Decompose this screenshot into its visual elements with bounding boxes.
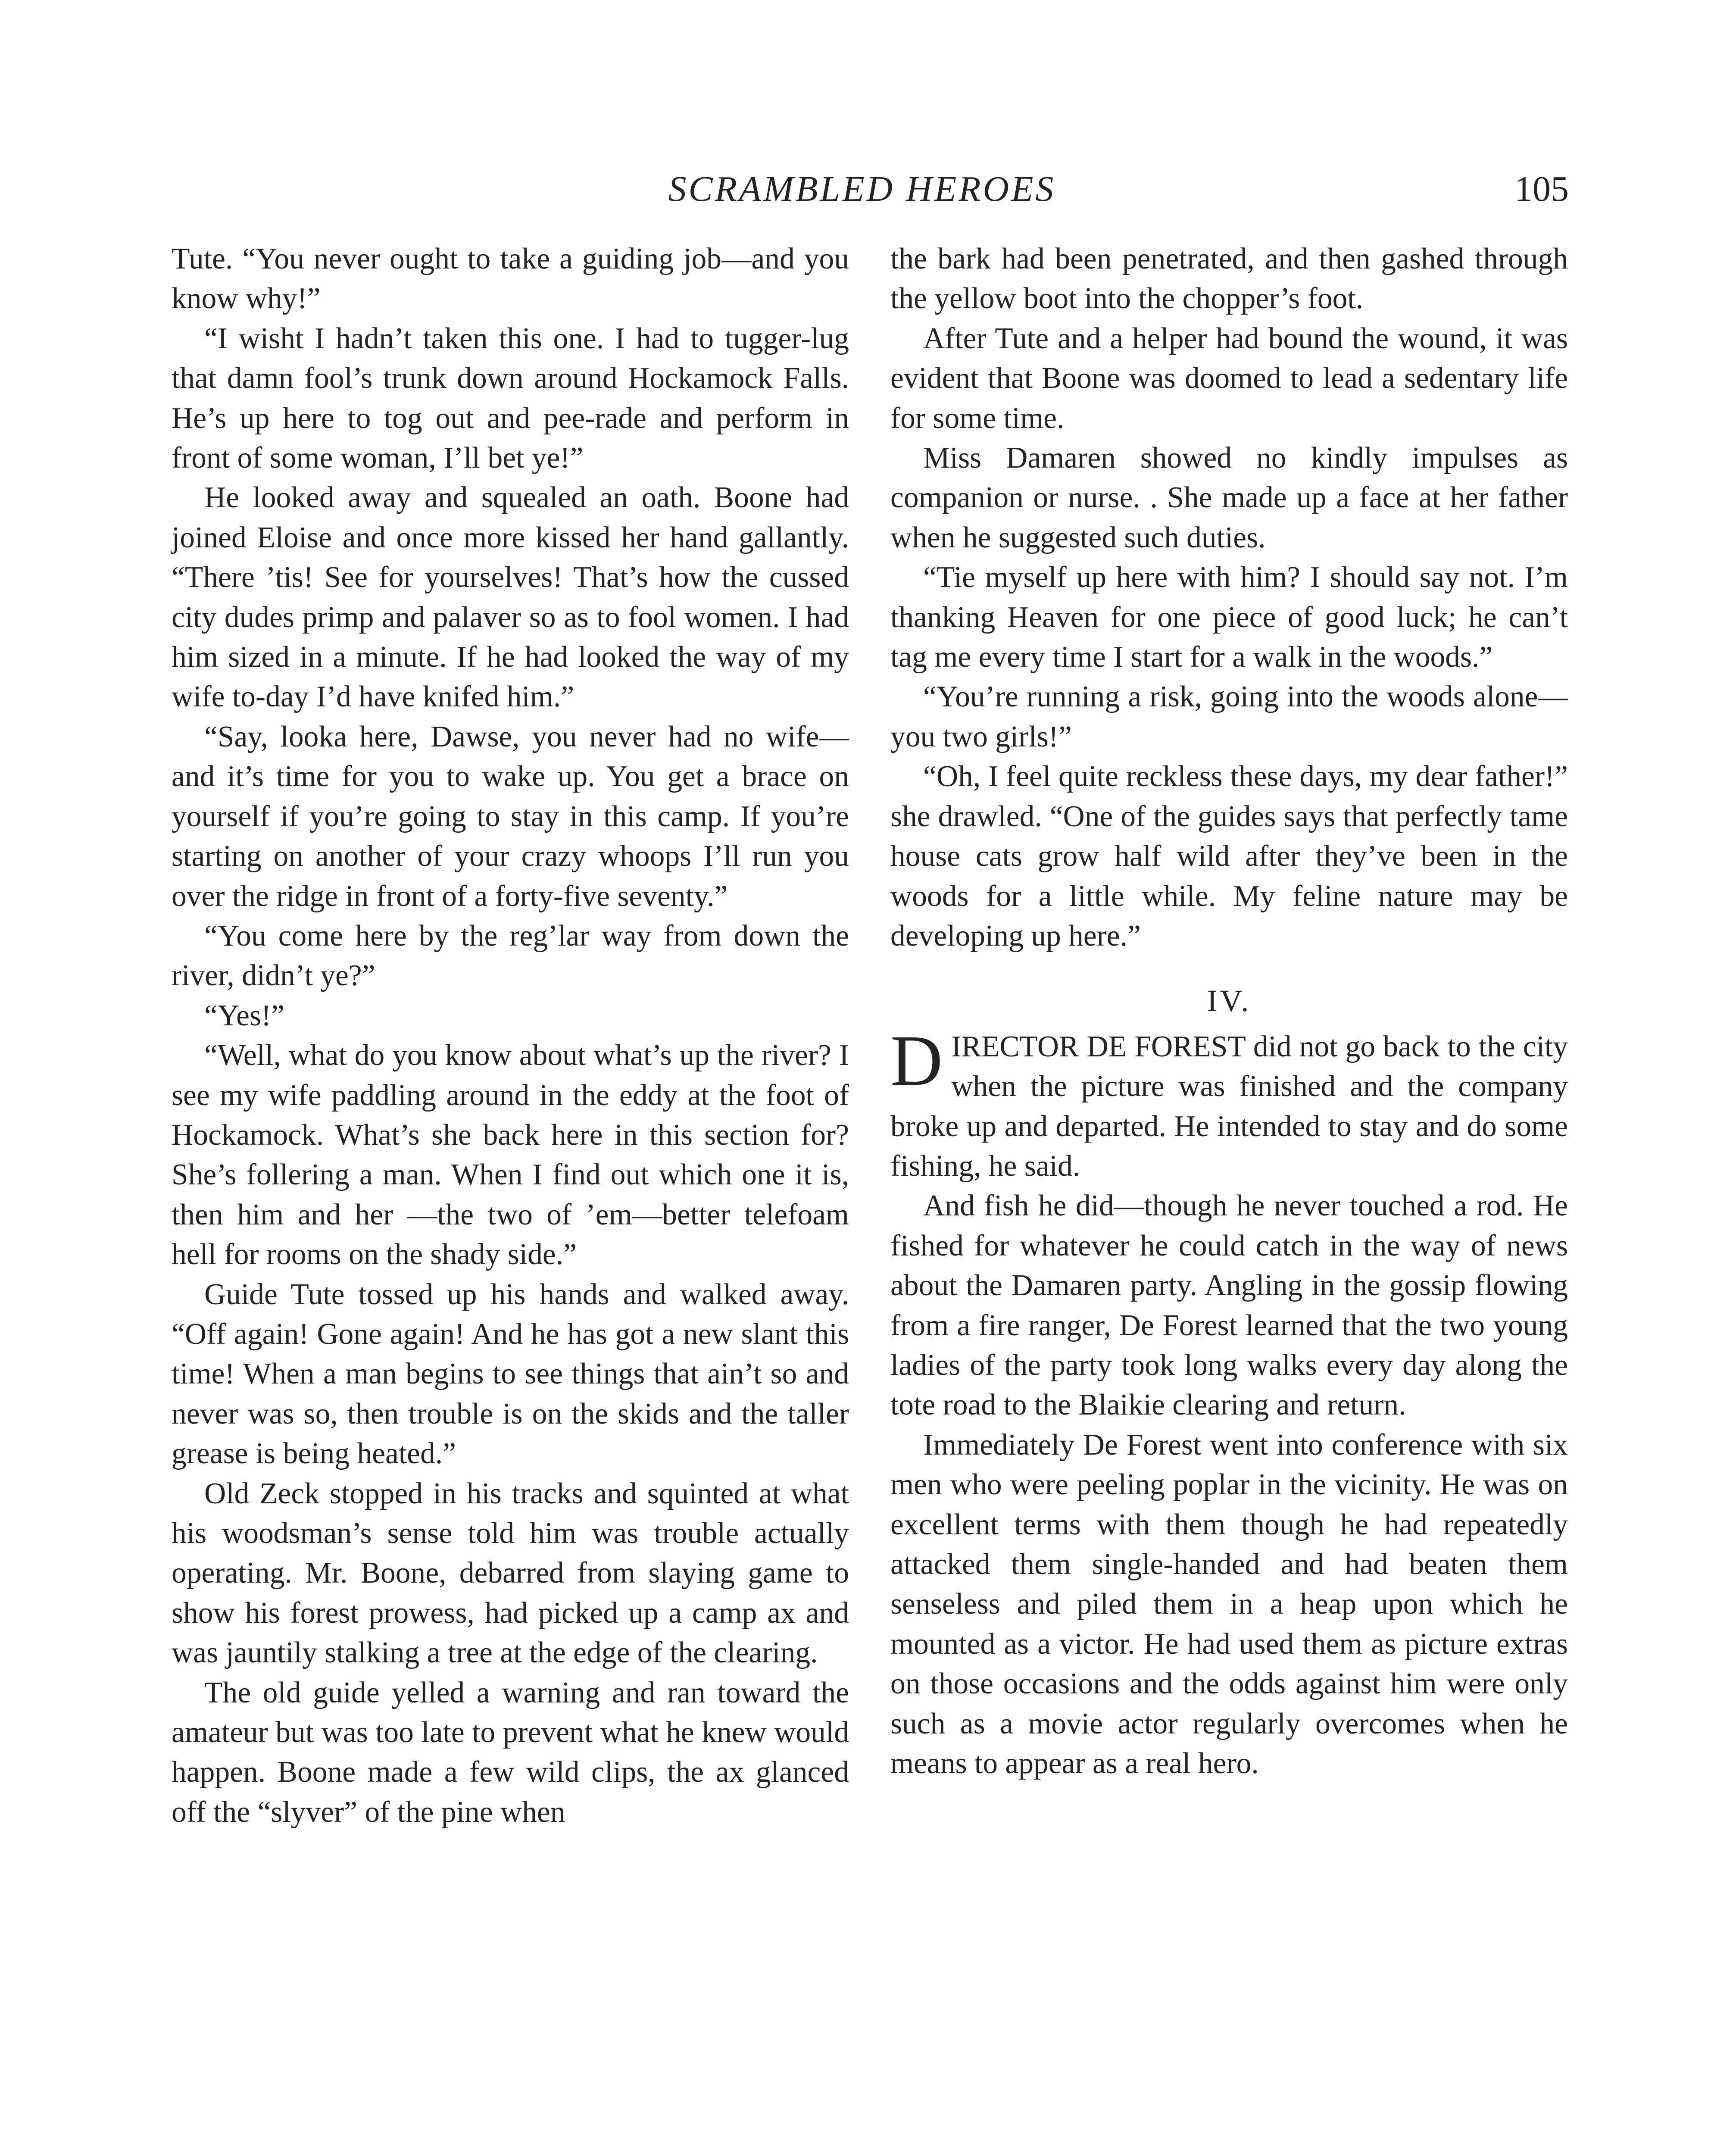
- paragraph: the bark had been penetrated, and then gashed through the yellow boot into the chopper’s foot.: [890, 242, 1568, 315]
- paragraph: The old guide yelled a warning and ran toward the amateur but was too late to prevent what he knew would happen. Boone made a few wild clips, the ax glanced off the “slyver” of the pine when: [172, 1676, 849, 1829]
- paragraph: “I wisht I hadn’t taken this one. I had to tugger-lug that damn fool’s trunk down around Hockamock Falls. He’s up here to tog out and pee-rade and perform in front of some woman, I’ll bet ye!”: [172, 322, 849, 475]
- dropcap-paragraph-text: IRECTOR DE FOREST did not go back to the city when the picture was finished and the company broke up and departed. He intended to stay and do some fishing, he said.: [890, 1030, 1568, 1183]
- paragraph: He looked away and squealed an oath. Boone had joined Eloise and once more kissed her hand gallantly. “There ’tis! See for yourselves! That’s how the cussed city dudes primp and palaver so as to fool women. I had him sized in a minute. If he had looked the way of my wife to-day I’d have knifed him.”: [172, 481, 849, 714]
- running-title: SCRAMBLED HEROES: [668, 169, 1056, 209]
- paragraph: “Yes!”: [204, 999, 284, 1032]
- paragraph: Guide Tute tossed up his hands and walked away. “Off again! Gone again! And he has got a new slant this time! When a man begins to see things that ain’t so and never was so, then trouble is on the skids and the taller grease is being heated.”: [172, 1277, 849, 1471]
- paragraph: And fish he did—though he never touched a rod. He fished for whatever he could catch in the way of news about the Damaren party. Angling in the gossip flowing from a fire ranger, De Forest learned that the two young ladies of the party took long walks every day along the tote road to the Blaikie clearing and return.: [890, 1189, 1568, 1422]
- paragraph: Tute. “You never ought to take a guiding job—and you know why!”: [172, 242, 849, 315]
- paragraph: Old Zeck stopped in his tracks and squinted at what his woodsman’s sense told him was trouble actually operating. Mr. Boone, debarred from slaying game to show his forest prowess, had picked up a camp ax and was jauntily stalking a tree at the edge of the clearing.: [172, 1477, 849, 1670]
- left-text-column: [172, 239, 849, 1832]
- paragraph: “Oh, I feel quite reckless these days, my dear father!” she drawled. “One of the guides says that perfectly tame house cats grow half wild after they’ve been in the woods for a little while. My feline nature may be developing up here.”: [890, 760, 1568, 953]
- paragraph: “You come here by the reg’lar way from down the river, didn’t ye?”: [172, 919, 849, 993]
- right-column-upper-text: [890, 239, 1568, 956]
- paragraph: After Tute and a helper had bound the wound, it was evident that Boone was doomed to lead a sedentary life for some time.: [890, 322, 1568, 435]
- right-column-lower-text: [890, 1186, 1568, 1783]
- page-number: 105: [1514, 169, 1569, 209]
- paragraph: “You’re running a risk, going into the woods alone—you two girls!”: [890, 680, 1568, 753]
- drop-cap-initial: D: [890, 1020, 943, 1101]
- paragraph: “Tie myself up here with him? I should say not. I’m thanking Heaven for one piece of good luck; he can’t tag me every time I start for a walk in the woods.”: [890, 561, 1568, 674]
- paragraph: “Say, looka here, Dawse, you never had no wife—and it’s time for you to wake up. You get a brace on yourself if you’re going to stay in this camp. If you’re starting on another of your crazy whoops I’ll run you over the ridge in front of a forty-five seventy.”: [172, 720, 849, 913]
- right-text-column: [890, 239, 1568, 1783]
- paragraph: “Well, what do you know about what’s up the river? I see my wife paddling around in the eddy at the foot of Hockamock. What’s she back here in this section for? She’s follering a man. When I find out which one it is, then him and her —the two of ’em—better telefoam hell for rooms on the shady side.”: [172, 1039, 849, 1271]
- paragraph: Miss Damaren showed no kindly impulses as companion or nurse. . She made up a face at her father when he suggested such duties.: [890, 441, 1568, 554]
- section-heading: IV.: [1207, 984, 1252, 1018]
- paragraph: Immediately De Forest went into conference with six men who were peeling poplar in the vicinity. He was on excellent terms with them though he had repeatedly attacked them single-handed and had beaten them senseless and piled them in a heap upon which he mounted as a victor. He had used them as picture extras on those occasions and the odds against him were only such as a movie actor regularly overcomes when he means to appear as a real hero.: [890, 1428, 1568, 1780]
- dropcap-paragraph: [890, 1020, 1568, 1187]
